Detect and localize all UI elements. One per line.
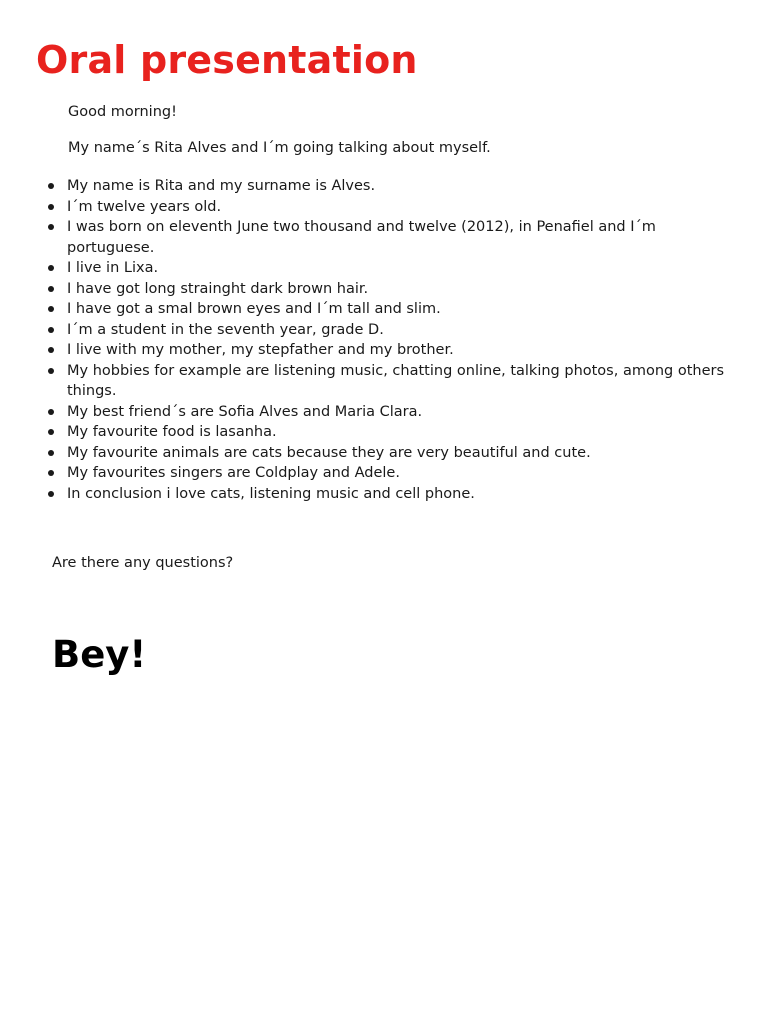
list-item: In conclusion i love cats, listening music and cell phone.	[44, 484, 734, 505]
list-item: My best friend´s are Sofia Alves and Maria Clara.	[44, 402, 734, 423]
list-item: I´m a student in the seventh year, grade D.	[44, 320, 734, 341]
closing-heading: Bey!	[52, 633, 147, 676]
page-title: Oral presentation	[36, 38, 418, 82]
list-item: I have got long strainght dark brown hair.	[44, 279, 734, 300]
list-item: My favourites singers are Coldplay and Adele.	[44, 463, 734, 484]
greeting-text: Good morning!	[68, 104, 177, 120]
intro-text: My name´s Rita Alves and I´m going talking about myself.	[68, 140, 491, 156]
list-item: My favourite animals are cats because they are very beautiful and cute.	[44, 443, 734, 464]
list-item: I have got a smal brown eyes and I´m tall and slim.	[44, 299, 734, 320]
list-item: I live in Lixa.	[44, 258, 734, 279]
list-item: I live with my mother, my stepfather and my brother.	[44, 340, 734, 361]
list-item: My name is Rita and my surname is Alves.	[44, 176, 734, 197]
bullet-list	[44, 176, 734, 504]
list-item: I was born on eleventh June two thousand and twelve (2012), in Penafiel and I´m portuguese.	[44, 217, 734, 258]
list-item: I´m twelve years old.	[44, 197, 734, 218]
question-text: Are there any questions?	[52, 555, 234, 571]
list-item: My hobbies for example are listening music, chatting online, talking photos, among others things.	[44, 361, 734, 402]
list-item: My favourite food is lasanha.	[44, 422, 734, 443]
